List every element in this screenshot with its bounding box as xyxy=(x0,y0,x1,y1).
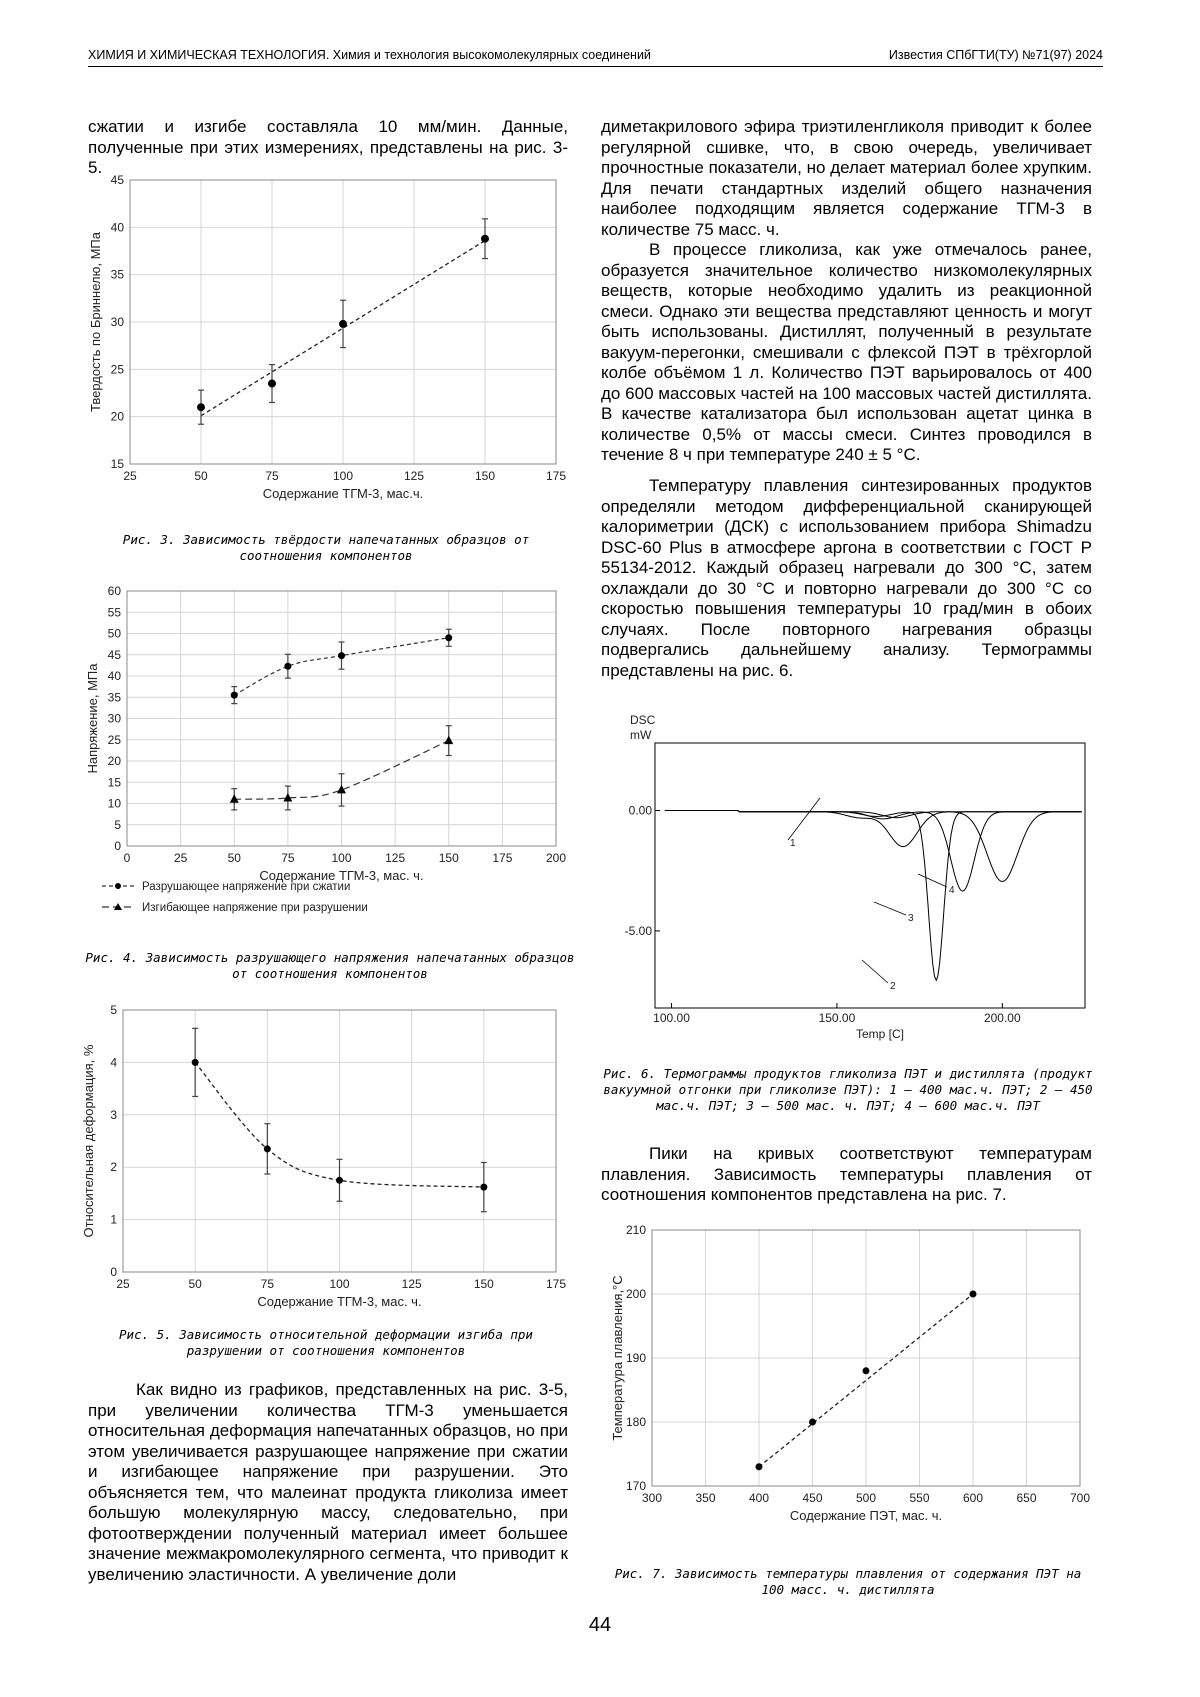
x-tick-label: 25 xyxy=(173,851,188,865)
x-tick-label: 600 xyxy=(962,1491,984,1505)
x-tick-label: 400 xyxy=(748,1491,770,1505)
curve-label: 4 xyxy=(949,885,955,896)
y-tick-label: 180 xyxy=(625,1415,646,1429)
y-tick-label: 60 xyxy=(107,584,121,598)
data-point xyxy=(756,1463,763,1470)
x-axis-label: Temp [C] xyxy=(855,1027,905,1041)
x-axis-label: Содержание ТГМ-3, мас. ч. xyxy=(259,868,424,883)
curve-leader xyxy=(918,874,947,887)
data-point xyxy=(268,380,276,388)
header-right: Известия СПбГТИ(ТУ) №71(97) 2024 xyxy=(888,48,1103,62)
y-tick-label: 3 xyxy=(110,1107,117,1122)
data-point xyxy=(445,634,452,641)
curve-leader xyxy=(862,960,888,983)
dsc-curve xyxy=(665,811,1082,882)
x-tick-label: 450 xyxy=(802,1491,823,1505)
y-tick-label: 15 xyxy=(107,775,121,790)
y-tick-label: 0 xyxy=(110,1265,117,1279)
y-tick-label: 40 xyxy=(107,669,121,683)
figure-5-chart xyxy=(80,1002,580,1320)
x-tick-label: 0 xyxy=(123,851,131,865)
x-axis-label: Содержание ПЭТ, мас. ч. xyxy=(789,1508,943,1523)
y-axis-label: Напряжение, МПа xyxy=(85,663,100,774)
x-tick-label: 150 xyxy=(438,851,459,865)
y-tick-label: 190 xyxy=(625,1351,646,1365)
y-tick-label: 50 xyxy=(107,626,121,641)
y-tick-label: 20 xyxy=(110,409,124,424)
paragraph-4: В процессе гликолиза, как уже отмечалось ранее, образуется значительное количество низкомолекулярных веществ, которые необходимо удалить из реакционной смеси. Однако эти вещества представляют ценность и могут быть использованы. Дистиллят, полученный в результате вакуум-перегонки, смешивали с флексой ПЭТ в трёхгорлой колбе объёмом 1 л. Количество ПЭТ варьировалось от 400 до 600 массовых частей на 100 массовых частей дистиллята. В качестве катализатора был использован ацетат цинка в количестве 0,5% от массы смеси. Синтез проводился в течение 8 ч при температуре 240 ± 5 °С. xyxy=(601,240,1092,464)
dsc-curve xyxy=(665,811,1082,981)
paragraph-1: сжатии и изгибе составляла 10 мм/мин. Данные, полученные при этих измерениях, представлены на рис. 3-5. xyxy=(88,117,568,177)
data-point xyxy=(338,652,345,659)
y-tick-label: 40 xyxy=(110,220,124,235)
x-axis-label: Содержание ТГМ-3, мас. ч. xyxy=(257,1294,422,1309)
data-point xyxy=(230,794,239,803)
x-tick-label: 150 xyxy=(473,1277,494,1291)
x-tick-label: 175 xyxy=(545,1277,567,1291)
y-tick-label: 25 xyxy=(107,732,121,747)
x-tick-label: 100 xyxy=(332,469,354,483)
data-point xyxy=(863,1367,870,1374)
dsc-curve xyxy=(665,811,1082,892)
x-tick-label: 50 xyxy=(194,469,208,483)
x-tick-label: 300 xyxy=(641,1491,663,1505)
x-tick-label: 75 xyxy=(281,851,295,865)
paragraph-6: Пики на кривых соответствуют температурам плавления. Зависимость температуры плавления от соотношения компонентов представлена на рис. 7. xyxy=(601,1144,1092,1204)
curve-label: 2 xyxy=(890,981,896,992)
paragraph-2: Как видно из графиков, представленных на рис. 3-5, при увеличении количества ТГМ-3 уменьшается относительная деформация напечатанных образцов, но при этом увеличивается разрушающее напряжение при сжатии и изгибающее напряжение при разрушении. Это объясняется тем, что малеинат продукта гликолиза имеет большую молекулярную массу, следовательно, при фотоотверждении полученный материал имеет большее значение межмакромолекулярного сегмента, что приводит к увеличению эластичности. А увеличение доли xyxy=(88,1380,568,1584)
y-tick-label: 170 xyxy=(625,1479,646,1493)
y-tick-label: 10 xyxy=(107,796,121,811)
paragraph-5: Температуру плавления синтезированных продуктов определяли методом дифференциальной сканирующей калориметрии (ДСК) с использованием прибора Shimadzu DSC-60 Plus в атмосфере аргона в соответствии с ГОСТ Р 55134-2012. Каждый образец нагревали до 300 °С, затем охлаждали до 30 °С и повторно нагревали до 300 °С со скоростью повышения температуры 10 град/мин в обоих случаях. После повторного нагревания образцы подвергались дальнейшему анализу. Термограммы представлены на рис. 6. xyxy=(601,476,1092,680)
x-tick-label: 125 xyxy=(403,469,425,483)
y-tick-label: 30 xyxy=(107,711,121,726)
curve-label: 3 xyxy=(908,913,914,924)
x-tick-label: 650 xyxy=(1016,1491,1037,1505)
data-point xyxy=(284,663,291,670)
y-tick-label: 5 xyxy=(114,817,121,832)
y-tick-label: 25 xyxy=(110,362,124,377)
x-tick-label: 175 xyxy=(545,469,567,483)
y-tick-label: 0 xyxy=(114,839,121,853)
data-point xyxy=(264,1145,271,1152)
x-tick-label: 150.00 xyxy=(818,1011,856,1025)
data-point xyxy=(231,692,238,699)
y-axis-label-bottom: mW xyxy=(630,728,652,742)
y-tick-label: 210 xyxy=(625,1223,646,1237)
curve-leader xyxy=(874,902,906,915)
x-tick-label: 75 xyxy=(260,1277,275,1291)
running-header xyxy=(88,48,1103,67)
x-tick-label: 200 xyxy=(545,851,567,865)
x-tick-label: 150 xyxy=(474,469,496,483)
legend-entry: Изгибающее напряжение при разрушении xyxy=(142,902,368,914)
curve-leader xyxy=(788,798,820,840)
y-axis-label-top: DSC xyxy=(630,713,656,727)
y-tick-label: 20 xyxy=(107,754,121,768)
figure-7-caption: Рис. 7. Зависимость температуры плавления от содержания ПЭТ на 100 масс. ч. дистиллята xyxy=(614,1566,1082,1597)
x-tick-label: 100 xyxy=(331,851,352,865)
y-tick-label: 35 xyxy=(110,267,124,282)
y-tick-label: 200 xyxy=(625,1287,646,1301)
x-tick-label: 550 xyxy=(909,1491,930,1505)
x-axis-label: Содержание ТГМ-3, мас.ч. xyxy=(262,486,424,501)
curve-label: 1 xyxy=(790,838,796,849)
y-tick-label: 0.00 xyxy=(628,803,652,818)
legend-marker xyxy=(115,883,121,889)
y-tick-label: 55 xyxy=(107,605,121,620)
y-axis-label: Относительная деформация, % xyxy=(81,1044,96,1238)
x-tick-label: 125 xyxy=(401,1277,422,1291)
y-tick-label: 45 xyxy=(110,173,124,187)
x-tick-label: 100 xyxy=(329,1277,350,1291)
figure-4-caption: Рис. 4. Зависимость разрушающего напряжения напечатанных образцов от соотношения компонентов xyxy=(85,950,575,981)
figure-6-chart xyxy=(600,706,1100,1051)
y-axis-label: Температура плавления,°С xyxy=(610,1275,625,1441)
x-tick-label: 100.00 xyxy=(653,1011,690,1025)
y-tick-label: -5.00 xyxy=(624,923,652,938)
data-point xyxy=(970,1291,977,1298)
y-axis-label: Твердость по Бриннелю, МПа xyxy=(88,232,103,412)
y-tick-label: 30 xyxy=(110,315,124,329)
y-tick-label: 5 xyxy=(110,1003,117,1017)
x-tick-label: 200.00 xyxy=(983,1011,1021,1025)
y-tick-label: 1 xyxy=(110,1212,117,1227)
y-tick-label: 15 xyxy=(110,457,124,471)
y-tick-label: 45 xyxy=(107,647,121,662)
x-tick-label: 175 xyxy=(492,851,513,865)
y-tick-label: 35 xyxy=(107,690,121,705)
x-tick-label: 25 xyxy=(116,1277,130,1291)
x-tick-label: 700 xyxy=(1069,1491,1091,1505)
data-point xyxy=(197,403,205,411)
data-point xyxy=(336,1177,343,1184)
x-tick-label: 75 xyxy=(265,469,279,483)
figure-3-chart xyxy=(80,172,580,522)
legend-entry: Разрушающее напряжение при сжатии xyxy=(142,881,351,893)
y-tick-label: 4 xyxy=(110,1055,117,1070)
x-tick-label: 25 xyxy=(123,469,137,483)
data-point xyxy=(339,320,347,328)
x-tick-label: 125 xyxy=(385,851,406,865)
figure-6-caption: Рис. 6. Термограммы продуктов гликолиза ПЭТ и дистиллята (продукт вакуумной отгонки при гликолизе ПЭТ): 1 – 400 мас.ч. ПЭТ; 2 – 450 мас.ч. ПЭТ; 3 – 500 мас. ч. ПЭТ; 4 – 600 мас.ч. ПЭТ xyxy=(603,1066,1093,1113)
data-point xyxy=(192,1059,199,1066)
y-tick-label: 2 xyxy=(110,1160,117,1175)
figure-4-chart xyxy=(80,583,580,933)
plot-area xyxy=(655,743,1085,1008)
data-point xyxy=(481,235,489,243)
x-tick-label: 350 xyxy=(695,1491,716,1505)
figure-3-caption: Рис. 3. Зависимость твёрдости напечатанных образцов от соотношения компонентов xyxy=(122,532,530,563)
paragraph-3: диметакрилового эфира триэтиленгликоля приводит к более регулярной сшивке, что, в свою очередь, увеличивает прочностные показатели, но делает материал более хрупким. Для печати стандартных изделий общего назначения наиболее подходящим является содержание ТГМ-3 в количестве 75 масс. ч. xyxy=(601,117,1092,239)
header-left: ХИМИЯ И ХИМИЧЕСКАЯ ТЕХНОЛОГИЯ. Химия и технология высокомолекулярных соединений xyxy=(88,48,651,62)
x-tick-label: 500 xyxy=(855,1491,877,1505)
x-tick-label: 50 xyxy=(188,1277,202,1291)
x-tick-label: 50 xyxy=(227,851,241,865)
figure-5-caption: Рис. 5. Зависимость относительной деформации изгиба при разрушении от соотношения компонентов xyxy=(119,1327,533,1358)
data-point xyxy=(480,1184,487,1191)
data-point xyxy=(809,1419,816,1426)
page-number: 44 xyxy=(588,1614,612,1636)
figure-7-chart xyxy=(600,1222,1100,1552)
